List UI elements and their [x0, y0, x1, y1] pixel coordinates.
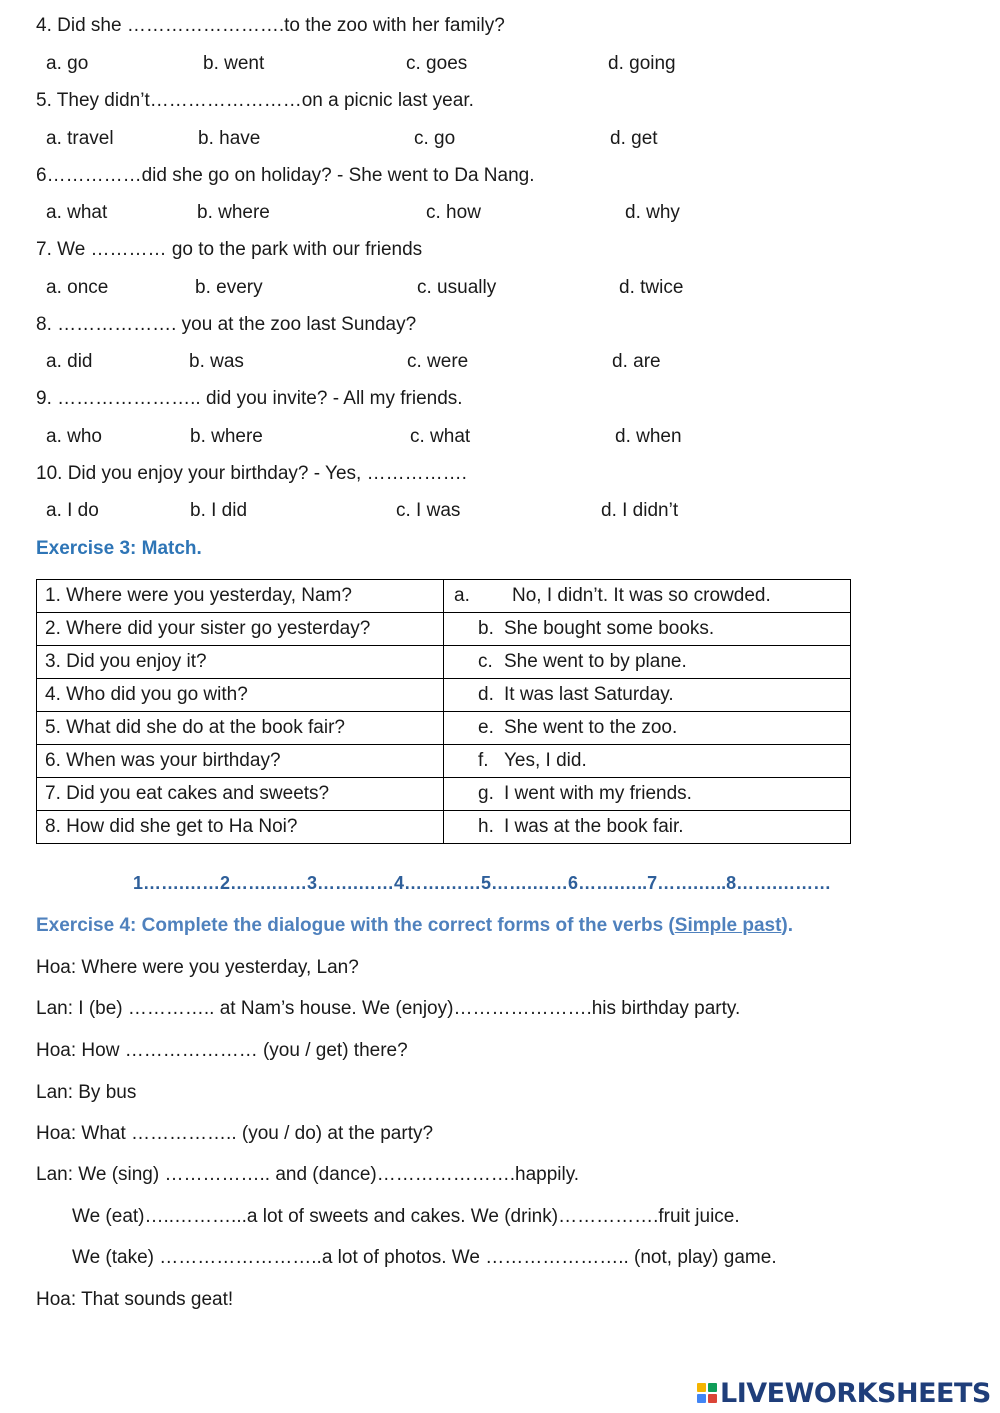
match-answer — [444, 646, 851, 679]
match-answer-key[interactable]: 1…….……2…….……3…….……4…….……5…….……6…….…..7…….…..8…….……… — [133, 873, 832, 893]
answer-text: Yes, I did. — [504, 750, 587, 771]
logo-square — [697, 1383, 706, 1392]
match-answer — [444, 745, 851, 778]
q5-option-c[interactable]: c. go — [414, 128, 456, 149]
question-5: 5. They didn’t……………………on a picnic last year. — [36, 90, 474, 111]
q9-option-b[interactable]: b. where — [190, 426, 263, 447]
answer-letter: a. — [454, 585, 470, 606]
answer-text: It was last Saturday. — [504, 684, 674, 705]
logo-square — [697, 1394, 706, 1403]
logo-text: LIVEWORKSHEETS — [720, 1377, 991, 1409]
q7-option-c[interactable]: c. usually — [417, 277, 497, 298]
dialogue-line: Hoa: Where were you yesterday, Lan? — [36, 957, 359, 978]
table-row — [37, 646, 851, 679]
exercise-4-title — [36, 914, 793, 938]
liveworksheets-logo — [697, 1378, 991, 1408]
q5-option-d[interactable]: d. get — [610, 128, 658, 149]
q5-option-a[interactable]: a. travel — [46, 128, 114, 149]
dialogue-line: Lan: By bus — [36, 1082, 137, 1103]
q4-option-c[interactable]: c. goes — [406, 53, 468, 74]
match-answer — [444, 580, 851, 613]
q8-option-a[interactable]: a. did — [46, 351, 93, 372]
q8-option-b[interactable]: b. was — [189, 351, 244, 372]
q9-option-c[interactable]: c. what — [410, 426, 471, 447]
dialogue-line[interactable]: Lan: We (sing) …………….. and (dance)………………….happily. — [36, 1164, 580, 1185]
match-table — [36, 579, 851, 844]
answer-letter: e. — [478, 717, 494, 738]
match-question: 2. Where did your sister go yesterday? — [37, 613, 444, 646]
match-question: 4. Who did you go with? — [37, 679, 444, 712]
table-row — [37, 778, 851, 811]
match-question: 5. What did she do at the book fair? — [37, 712, 444, 745]
match-question: 1. Where were you yesterday, Nam? — [37, 580, 444, 613]
q6-option-b[interactable]: b. where — [197, 202, 270, 223]
answer-letter: b. — [478, 618, 494, 639]
exercise-3-title: Exercise 3: Match. — [36, 538, 202, 559]
q5-option-b[interactable]: b. have — [198, 128, 261, 149]
match-question: 7. Did you eat cakes and sweets? — [37, 778, 444, 811]
q6-option-c[interactable]: c. how — [426, 202, 481, 223]
answer-letter: f. — [478, 750, 489, 771]
q9-option-d[interactable]: d. when — [615, 426, 682, 447]
q8-option-c[interactable]: c. were — [407, 351, 469, 372]
q10-option-c[interactable]: c. I was — [396, 500, 461, 521]
q7-option-b[interactable]: b. every — [195, 277, 263, 298]
simple-past-link[interactable]: Simple past — [674, 915, 782, 936]
dialogue-line[interactable]: Hoa: How ………………… (you / get) there? — [36, 1040, 408, 1061]
table-row — [37, 679, 851, 712]
q9-option-a[interactable]: a. who — [46, 426, 102, 447]
q10-option-d[interactable]: d. I didn’t — [601, 500, 679, 521]
table-row — [37, 811, 851, 844]
answer-text: I went with my friends. — [504, 783, 692, 804]
question-8: 8. ………………. you at the zoo last Sunday? — [36, 314, 417, 335]
dialogue-line[interactable]: Lan: I (be) ………….. at Nam’s house. We (enjoy)………………….his birthday party. — [36, 998, 741, 1019]
question-9: 9. ………………….. did you invite? - All my friends. — [36, 388, 463, 409]
dialogue-line[interactable]: Hoa: What …………….. (you / do) at the party? — [36, 1123, 434, 1144]
q7-option-a[interactable]: a. once — [46, 277, 109, 298]
match-question: 8. How did she get to Ha Noi? — [37, 811, 444, 844]
match-answer — [444, 613, 851, 646]
q10-option-b[interactable]: b. I did — [190, 500, 248, 521]
q6-option-a[interactable]: a. what — [46, 202, 108, 223]
answer-letter: g. — [478, 783, 494, 804]
answer-text: I was at the book fair. — [504, 816, 684, 837]
q8-option-d[interactable]: d. are — [612, 351, 661, 372]
table-row — [37, 712, 851, 745]
answer-text: She went to the zoo. — [504, 717, 678, 738]
exercise-4-title-prefix: Exercise 4: Complete the dialogue with the correct forms of the verbs ( — [36, 915, 675, 936]
q4-option-a[interactable]: a. go — [46, 53, 89, 74]
question-7: 7. We ………… go to the park with our friends — [36, 239, 423, 260]
dialogue-line: Hoa: That sounds geat! — [36, 1289, 234, 1310]
exercise-4-title-suffix: ). — [781, 915, 794, 936]
table-row — [37, 745, 851, 778]
answer-letter: c. — [478, 651, 493, 672]
logo-mark-icon — [697, 1383, 717, 1403]
q10-option-a[interactable]: a. I do — [46, 500, 99, 521]
q4-option-d[interactable]: d. going — [608, 53, 676, 74]
answer-text: She bought some books. — [504, 618, 715, 639]
match-answer — [444, 811, 851, 844]
question-10: 10. Did you enjoy your birthday? - Yes, ……………. — [36, 463, 467, 484]
answer-letter: d. — [478, 684, 494, 705]
q7-option-d[interactable]: d. twice — [619, 277, 684, 298]
match-answer — [444, 679, 851, 712]
q6-option-d[interactable]: d. why — [625, 202, 680, 223]
question-4: 4. Did she …………………….to the zoo with her family? — [36, 15, 505, 36]
logo-square — [708, 1394, 717, 1403]
answer-text: No, I didn’t. It was so crowded. — [512, 585, 771, 606]
question-6: 6……………did she go on holiday? - She went to Da Nang. — [36, 165, 535, 186]
dialogue-line[interactable]: We (take) ……………………..a lot of photos. We ………………….. (not, play) game. — [72, 1247, 777, 1268]
match-question: 3. Did you enjoy it? — [37, 646, 444, 679]
dialogue-line[interactable]: We (eat)…..………...a lot of sweets and cakes. We (drink)…………….fruit juice. — [72, 1206, 740, 1227]
answer-text: She went to by plane. — [504, 651, 687, 672]
table-row — [37, 580, 851, 613]
table-row — [37, 613, 851, 646]
match-answer — [444, 712, 851, 745]
match-question: 6. When was your birthday? — [37, 745, 444, 778]
logo-square — [708, 1383, 717, 1392]
answer-letter: h. — [478, 816, 494, 837]
match-answer — [444, 778, 851, 811]
q4-option-b[interactable]: b. went — [203, 53, 265, 74]
